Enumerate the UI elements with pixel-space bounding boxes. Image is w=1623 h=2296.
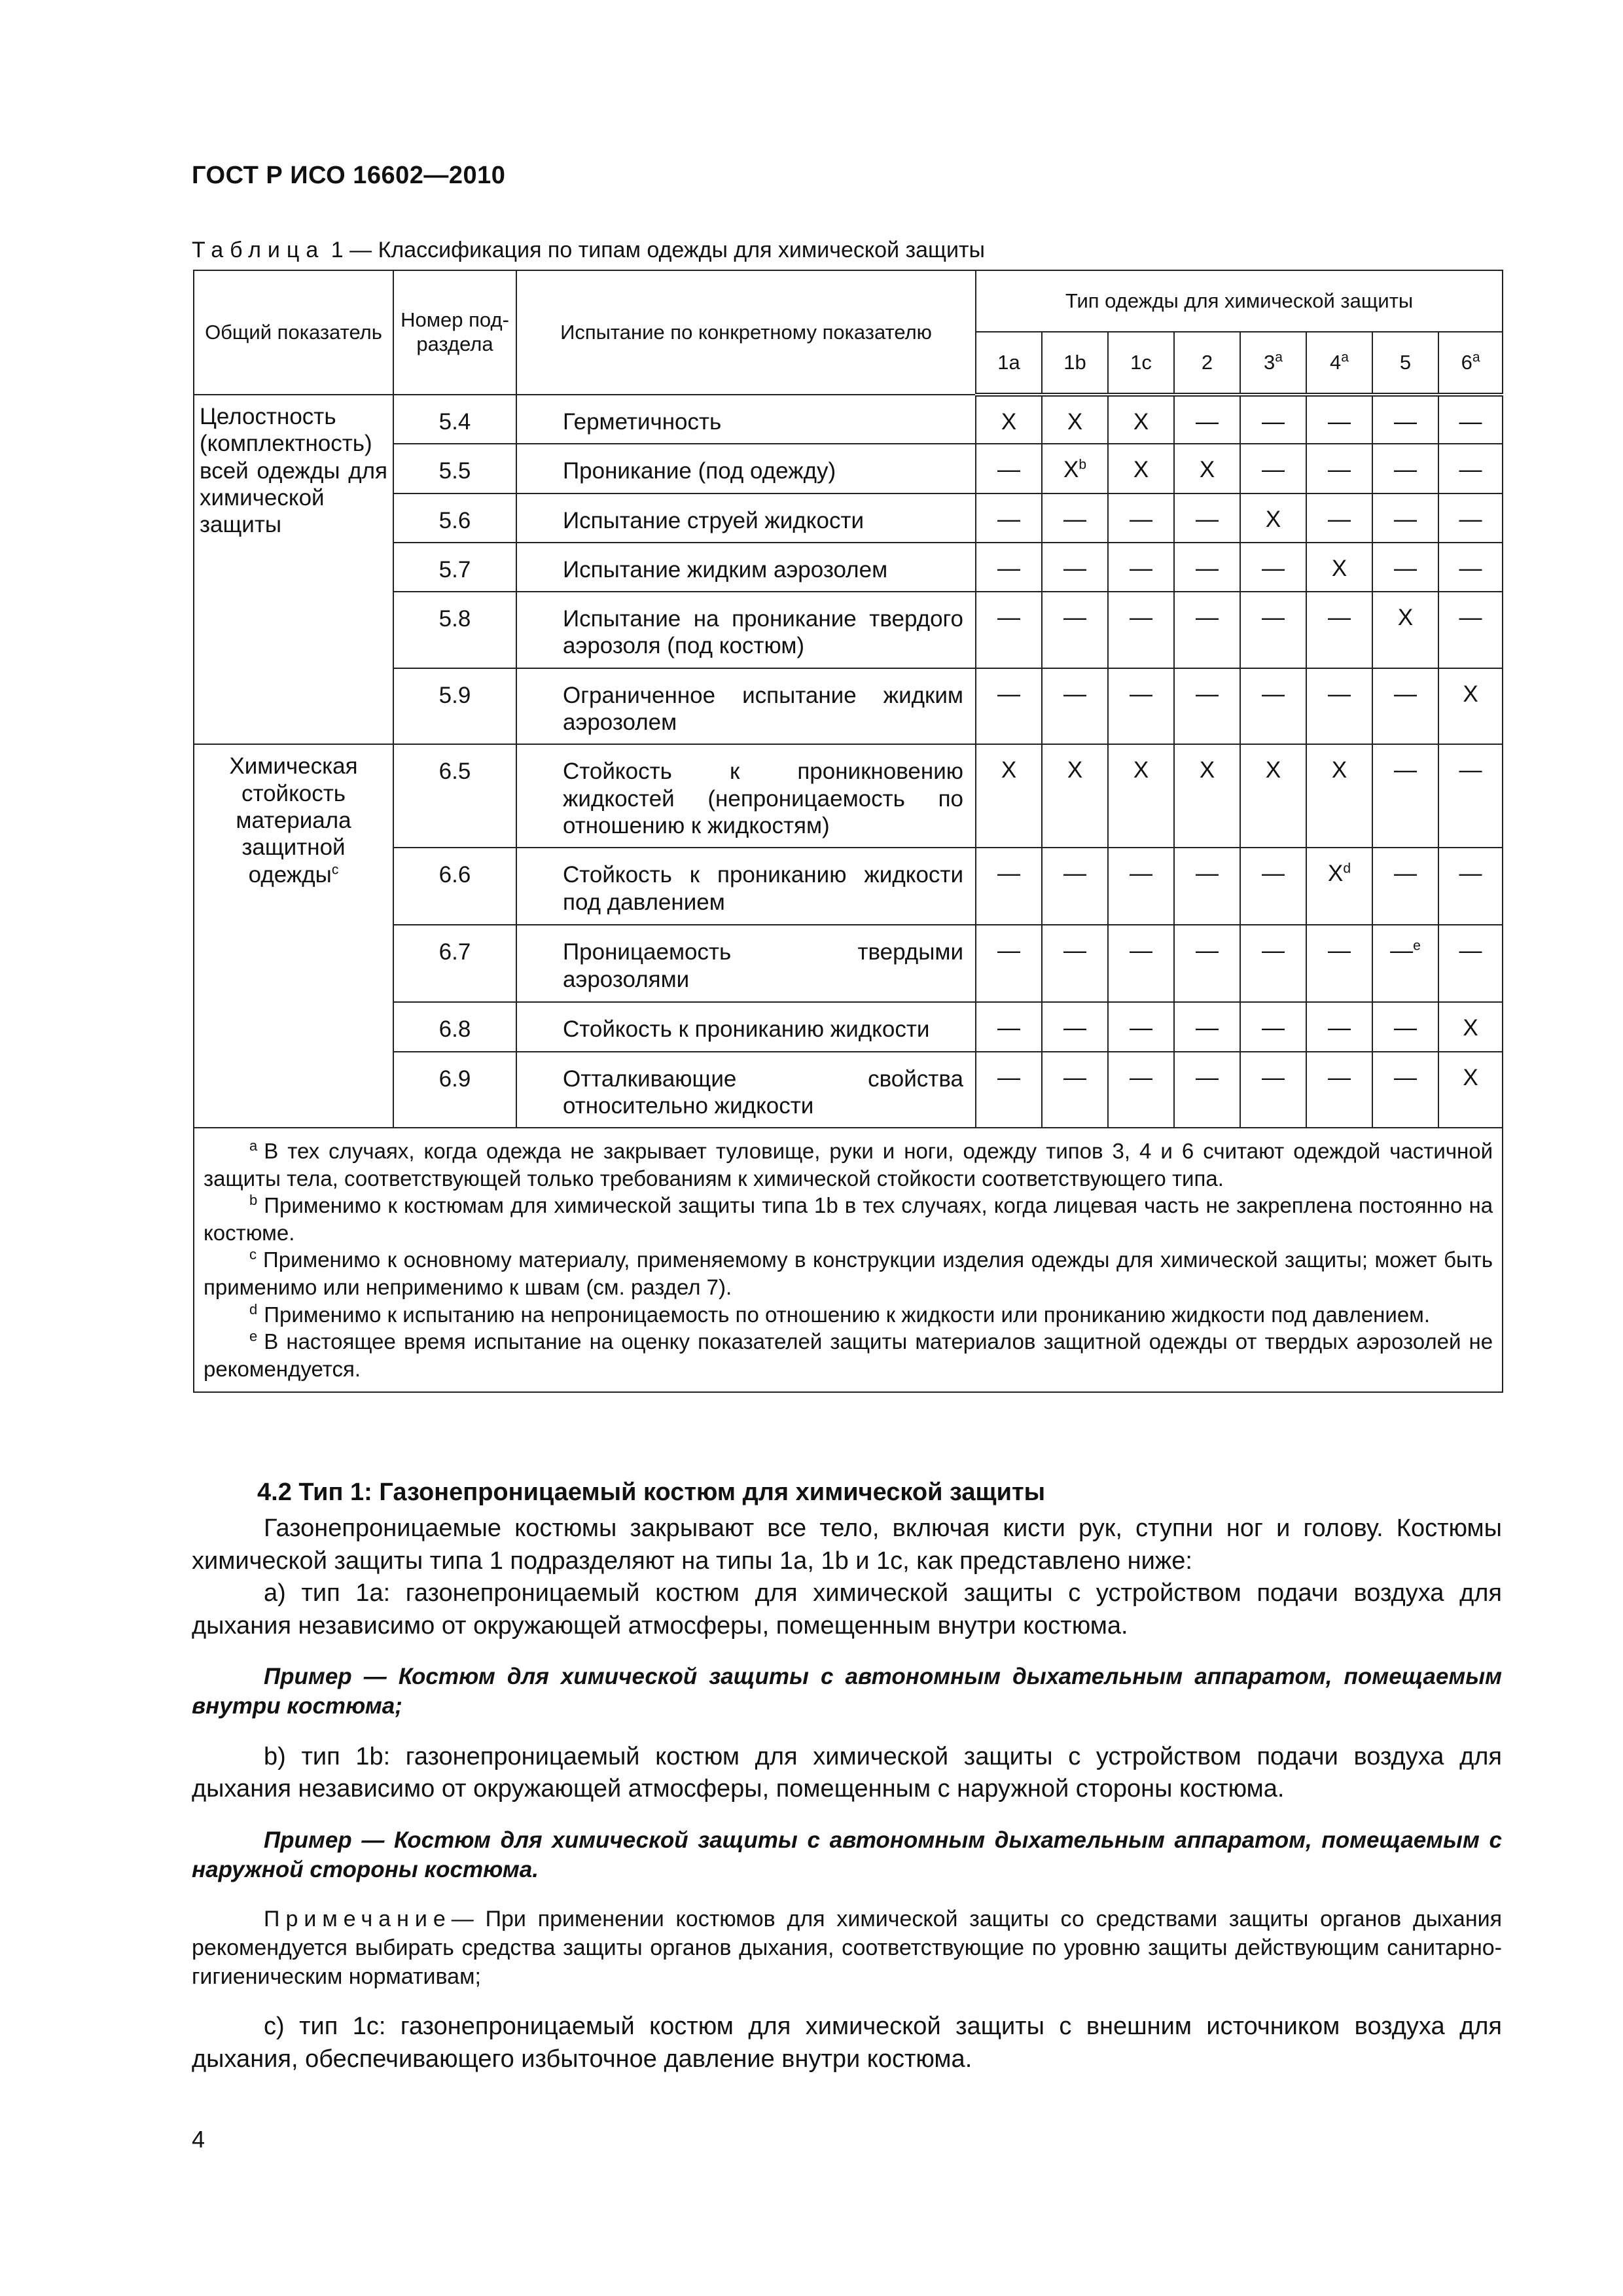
applicable-mark: X	[1199, 757, 1215, 783]
not-applicable-mark: —	[997, 681, 1020, 707]
type-mark-cell	[1042, 744, 1108, 848]
subsection-number: 5.5	[393, 444, 516, 493]
type-mark-cell	[976, 493, 1042, 543]
type-mark-cell	[1438, 592, 1503, 668]
not-applicable-mark: —	[1063, 681, 1086, 707]
group-label: Химическая стойкость материала защитной одежды	[229, 753, 358, 888]
not-applicable-mark: —	[1262, 681, 1285, 707]
footnote	[204, 1192, 1493, 1246]
type-header-3	[1240, 332, 1306, 395]
example-a: Пример — Костюм для химической защиты с автономным дыхательным аппаратом, помещаемым внутри костюма;	[192, 1663, 1502, 1719]
footnote-marker: c	[249, 1246, 257, 1263]
type-mark-cell	[976, 444, 1042, 493]
not-applicable-mark: —	[1459, 757, 1482, 783]
type-mark-cell	[1438, 493, 1503, 543]
applicable-mark: X	[1331, 757, 1347, 783]
type-label: 5	[1399, 350, 1412, 374]
type-mark-cell	[1174, 1052, 1240, 1128]
type-mark-cell	[1042, 1002, 1108, 1051]
type-header-1b	[1042, 332, 1108, 395]
footnote-text: Применимо к основному материалу, применяемому в конструкции изделия одежды для химической защиты; может быть применимо или неприменимо к швам (см. раздел 7).	[204, 1247, 1493, 1300]
subsection-number: 5.7	[393, 543, 516, 592]
type-header-1a	[976, 332, 1042, 395]
type-label: 4	[1330, 350, 1342, 374]
type-mark-cell	[1174, 592, 1240, 668]
footnote-ref: a	[1341, 350, 1349, 365]
not-applicable-mark: —	[1394, 681, 1417, 707]
not-applicable-mark: —	[1459, 457, 1482, 483]
subsection-number: 5.6	[393, 493, 516, 543]
type-mark-cell	[1438, 668, 1503, 745]
not-applicable-mark: —	[997, 605, 1020, 631]
applicable-mark: X	[1199, 457, 1215, 483]
not-applicable-mark: —	[1262, 555, 1285, 581]
type-mark-cell	[1438, 1002, 1503, 1051]
type-mark-cell	[1372, 1052, 1438, 1128]
type-mark-cell	[1174, 925, 1240, 1002]
type-mark-cell	[1108, 668, 1174, 745]
type-label: 1b	[1063, 350, 1086, 374]
footnote	[204, 1138, 1493, 1192]
not-applicable-mark: —	[1459, 605, 1482, 631]
type-mark-cell	[1240, 395, 1306, 444]
test-name: Герметичность	[516, 395, 976, 444]
not-applicable-mark: —	[1262, 457, 1285, 483]
type-mark-cell	[1042, 395, 1108, 444]
not-applicable-mark: —	[1328, 681, 1351, 707]
test-name: Стойкость к прониканию жидкости	[516, 1002, 976, 1051]
not-applicable-mark: —	[1328, 1015, 1351, 1041]
type-mark-cell	[1306, 592, 1372, 668]
footnote-ref: c	[331, 861, 339, 877]
type-label: 6	[1461, 350, 1472, 374]
applicable-mark: X	[1265, 757, 1281, 783]
type-mark-cell	[1042, 1052, 1108, 1128]
classification-table	[193, 270, 1503, 1393]
applicable-mark: X	[1067, 757, 1083, 783]
subsection-number: 6.9	[393, 1052, 516, 1128]
type-mark-cell	[1306, 1052, 1372, 1128]
footnote-text: В настоящее время испытание на оценку показателей защиты материалов защитной одежды от твердых аэрозолей не рекомендуется.	[204, 1329, 1493, 1381]
footnote-ref: a	[1275, 350, 1283, 365]
type-mark-cell	[1372, 592, 1438, 668]
not-applicable-mark: —	[1130, 605, 1152, 631]
footnote-ref: b	[1079, 457, 1087, 473]
subsection-number: 6.5	[393, 744, 516, 848]
type-mark-cell	[1438, 744, 1503, 848]
type-mark-cell	[1306, 744, 1372, 848]
not-applicable-mark: —	[1063, 861, 1086, 887]
type-mark-cell	[976, 848, 1042, 925]
footnote	[204, 1301, 1493, 1329]
table-caption-word: Таблица	[192, 238, 325, 262]
not-applicable-mark: —	[997, 555, 1020, 581]
subsection-number: 6.6	[393, 848, 516, 925]
type-mark-cell	[1042, 925, 1108, 1002]
not-applicable-mark: —	[1390, 938, 1414, 964]
not-applicable-mark: —	[1196, 555, 1219, 581]
type-mark-cell	[1306, 395, 1372, 444]
type-mark-cell	[1108, 543, 1174, 592]
type-header-4	[1306, 332, 1372, 395]
not-applicable-mark: —	[1394, 1064, 1417, 1090]
page-number: 4	[192, 2126, 205, 2153]
not-applicable-mark: —	[1394, 457, 1417, 483]
type-label: 1a	[997, 350, 1020, 374]
type-mark-cell	[1372, 848, 1438, 925]
section-title: 4.2 Тип 1: Газонепроницаемый костюм для химической защиты	[257, 1479, 1046, 1506]
type-mark-cell	[1306, 848, 1372, 925]
footnote	[204, 1246, 1493, 1300]
type-mark-cell	[1108, 1002, 1174, 1051]
test-name: Отталкивающие свойства относительно жидкости	[516, 1052, 976, 1128]
applicable-mark: X	[1063, 457, 1079, 483]
applicable-mark: X	[1133, 409, 1149, 435]
applicable-mark: X	[1463, 1015, 1478, 1041]
type-mark-cell	[1174, 444, 1240, 493]
not-applicable-mark: —	[1394, 757, 1417, 783]
test-name: Испытание на проникание твердого аэрозоля (под костюм)	[516, 592, 976, 668]
type-mark-cell	[1108, 925, 1174, 1002]
document-header: ГОСТ Р ИСО 16602—2010	[192, 162, 506, 189]
applicable-mark: X	[1067, 409, 1083, 435]
not-applicable-mark: —	[1196, 1064, 1219, 1090]
type-mark-cell	[1240, 925, 1306, 1002]
not-applicable-mark: —	[1394, 506, 1417, 532]
not-applicable-mark: —	[1262, 1064, 1285, 1090]
type-mark-cell	[976, 1002, 1042, 1051]
type-mark-cell	[1240, 1052, 1306, 1128]
type-mark-cell	[1108, 493, 1174, 543]
test-name: Стойкость к проникновению жидкостей (непроницаемость по отношению к жидкостям)	[516, 744, 976, 848]
type-mark-cell	[1174, 493, 1240, 543]
type-mark-cell	[1042, 493, 1108, 543]
type-mark-cell	[1042, 543, 1108, 592]
type-mark-cell	[1240, 848, 1306, 925]
subsection-number: 6.7	[393, 925, 516, 1002]
not-applicable-mark: —	[1328, 506, 1351, 532]
group-label: Целостность (комплектность) всей одежды для химической защиты	[200, 404, 387, 538]
table-caption-text: 1 — Классификация по типам одежды для химической защиты	[330, 238, 985, 262]
group-indicator-2	[194, 744, 393, 1128]
type-mark-cell	[1042, 592, 1108, 668]
header-test: Испытание по конкретному показателю	[516, 270, 976, 395]
type-mark-cell	[1174, 395, 1240, 444]
type-mark-cell	[976, 668, 1042, 745]
type-mark-cell	[976, 395, 1042, 444]
applicable-mark: X	[1463, 1064, 1478, 1090]
applicable-mark: X	[1397, 605, 1414, 631]
footnote-ref: a	[1472, 350, 1480, 365]
table-footnotes	[194, 1128, 1503, 1392]
footnote-marker: e	[249, 1328, 258, 1345]
note	[192, 1905, 1502, 1992]
test-name: Испытание жидким аэрозолем	[516, 543, 976, 592]
not-applicable-mark: —	[1196, 938, 1219, 964]
type-mark-cell	[1372, 668, 1438, 745]
type-mark-cell	[1438, 444, 1503, 493]
not-applicable-mark: —	[1196, 681, 1219, 707]
type-mark-cell	[976, 744, 1042, 848]
subsection-number: 5.8	[393, 592, 516, 668]
type-mark-cell	[1174, 744, 1240, 848]
type-mark-cell	[1438, 1052, 1503, 1128]
footnote-text: В тех случаях, когда одежда не закрывает туловище, руки и ноги, одежду типов 3, 4 и 6 считают одеждой частичной защиты тела, соответствующей только требованиям к химической стойкости соответствующего типа.	[204, 1139, 1493, 1191]
test-name: Проницаемость твердыми аэрозолями	[516, 925, 976, 1002]
type-header-6	[1438, 332, 1503, 395]
type-mark-cell	[976, 543, 1042, 592]
type-label: 1c	[1130, 350, 1152, 374]
type-mark-cell	[1108, 444, 1174, 493]
applicable-mark: X	[1463, 681, 1478, 707]
type-mark-cell	[1174, 668, 1240, 745]
type-header-1c	[1108, 332, 1174, 395]
type-mark-cell	[1174, 1002, 1240, 1051]
applicable-mark: X	[1133, 757, 1149, 783]
type-mark-cell	[1240, 744, 1306, 848]
table-caption	[192, 238, 985, 263]
section-4-2	[192, 1477, 1502, 2075]
type-header-2	[1174, 332, 1240, 395]
not-applicable-mark: —	[1394, 1015, 1417, 1041]
type-mark-cell	[1306, 444, 1372, 493]
not-applicable-mark: —	[997, 861, 1020, 887]
type-label: 3	[1264, 350, 1275, 374]
test-name: Ограниченное испытание жидким аэрозолем	[516, 668, 976, 745]
type-mark-cell	[1306, 925, 1372, 1002]
not-applicable-mark: —	[1196, 861, 1219, 887]
subsection-number: 5.4	[393, 395, 516, 444]
type-mark-cell	[1372, 493, 1438, 543]
header-general-indicator: Общий показатель	[194, 270, 393, 395]
footnote	[204, 1328, 1493, 1382]
test-name: Стойкость к прониканию жидкости под давлением	[516, 848, 976, 925]
footnote-marker: d	[249, 1300, 258, 1318]
footnote-marker: b	[249, 1192, 258, 1209]
not-applicable-mark: —	[1328, 409, 1351, 435]
type-mark-cell	[1438, 395, 1503, 444]
applicable-mark: X	[1001, 757, 1017, 783]
type-mark-cell	[976, 592, 1042, 668]
test-name: Испытание струей жидкости	[516, 493, 976, 543]
footnote-text: Применимо к костюмам для химической защиты типа 1b в тех случаях, когда лицевая часть не закреплена постоянно на костюме.	[204, 1193, 1493, 1245]
type-mark-cell	[1438, 848, 1503, 925]
not-applicable-mark: —	[1063, 605, 1086, 631]
item-c: c) тип 1c: газонепроницаемый костюм для химической защиты с внешним источником воздуха для дыхания, обеспечивающего избыточное давление внутри костюма.	[192, 2013, 1502, 2073]
group-indicator-1	[194, 395, 393, 744]
not-applicable-mark: —	[1459, 938, 1482, 964]
type-mark-cell	[1108, 744, 1174, 848]
intro-paragraph: Газонепроницаемые костюмы закрывают все тело, включая кисти рук, ступни ног и голову. Костюмы химической защиты типа 1 подразделяют на типы 1a, 1b и 1c, как представлено ниже:	[192, 1515, 1502, 1575]
not-applicable-mark: —	[997, 938, 1020, 964]
not-applicable-mark: —	[1394, 409, 1417, 435]
type-mark-cell	[1306, 1002, 1372, 1051]
not-applicable-mark: —	[1262, 861, 1285, 887]
type-mark-cell	[1372, 395, 1438, 444]
not-applicable-mark: —	[1130, 681, 1152, 707]
not-applicable-mark: —	[1262, 605, 1285, 631]
footnote-ref: d	[1343, 861, 1351, 876]
table-row	[194, 395, 1503, 444]
type-mark-cell	[1372, 1002, 1438, 1051]
note-label: Примечание	[264, 1906, 452, 1931]
not-applicable-mark: —	[997, 457, 1020, 483]
type-mark-cell	[1240, 444, 1306, 493]
table-row	[194, 744, 1503, 848]
example-b: Пример — Костюм для химической защиты с автономным дыхательным аппаратом, помещаемым с наружной стороны костюма.	[192, 1827, 1502, 1883]
type-mark-cell	[1240, 543, 1306, 592]
type-mark-cell	[1108, 848, 1174, 925]
type-mark-cell	[1042, 848, 1108, 925]
not-applicable-mark: —	[1063, 938, 1086, 964]
subsection-number: 5.9	[393, 668, 516, 745]
type-mark-cell	[976, 1052, 1042, 1128]
not-applicable-mark: —	[1130, 1064, 1152, 1090]
not-applicable-mark: —	[1328, 1064, 1351, 1090]
type-mark-cell	[1372, 925, 1438, 1002]
not-applicable-mark: —	[1459, 506, 1482, 532]
not-applicable-mark: —	[1328, 938, 1351, 964]
not-applicable-mark: —	[1459, 861, 1482, 887]
type-mark-cell	[1174, 543, 1240, 592]
subsection-number: 6.8	[393, 1002, 516, 1051]
footnotes-row	[194, 1128, 1503, 1392]
note-text: — При применении костюмов для химической защиты со средствами защиты органов дыхания рекомендуется выбирать средства защиты органов дыхания, соответствующие по уровню защиты действующим санитарно-гигиеническим нормативам;	[192, 1906, 1502, 1990]
not-applicable-mark: —	[1130, 938, 1152, 964]
not-applicable-mark: —	[1459, 555, 1482, 581]
type-mark-cell	[1372, 543, 1438, 592]
type-mark-cell	[976, 925, 1042, 1002]
not-applicable-mark: —	[1130, 1015, 1152, 1041]
type-mark-cell	[1372, 444, 1438, 493]
not-applicable-mark: —	[1063, 1064, 1086, 1090]
type-mark-cell	[1306, 543, 1372, 592]
applicable-mark: X	[1327, 861, 1344, 887]
type-mark-cell	[1240, 592, 1306, 668]
not-applicable-mark: —	[997, 506, 1020, 532]
type-mark-cell	[1108, 592, 1174, 668]
not-applicable-mark: —	[1262, 409, 1285, 435]
type-mark-cell	[1042, 444, 1108, 493]
item-a: a) тип 1a: газонепроницаемый костюм для химической защиты с устройством подачи воздуха для дыхания независимо от окружающей атмосферы, помещенным внутри костюма.	[192, 1579, 1502, 1640]
applicable-mark: X	[1265, 506, 1281, 532]
type-mark-cell	[1108, 1052, 1174, 1128]
type-mark-cell	[1372, 744, 1438, 848]
header-subsection-number: Номер под-раздела	[393, 270, 516, 395]
not-applicable-mark: —	[997, 1064, 1020, 1090]
not-applicable-mark: —	[1130, 506, 1152, 532]
type-mark-cell	[1306, 668, 1372, 745]
applicable-mark: X	[1001, 409, 1017, 435]
type-mark-cell	[1240, 668, 1306, 745]
not-applicable-mark: —	[1394, 861, 1417, 887]
type-mark-cell	[1174, 848, 1240, 925]
not-applicable-mark: —	[1328, 605, 1351, 631]
type-header-5	[1372, 332, 1438, 395]
not-applicable-mark: —	[1262, 938, 1285, 964]
test-name: Проникание (под одежду)	[516, 444, 976, 493]
applicable-mark: X	[1331, 555, 1347, 581]
not-applicable-mark: —	[1459, 409, 1482, 435]
type-mark-cell	[1240, 493, 1306, 543]
not-applicable-mark: —	[1394, 555, 1417, 581]
type-mark-cell	[1438, 925, 1503, 1002]
not-applicable-mark: —	[1130, 555, 1152, 581]
header-clothing-type: Тип одежды для химической защиты	[976, 270, 1503, 332]
not-applicable-mark: —	[1063, 1015, 1086, 1041]
type-label: 2	[1201, 350, 1213, 374]
footnote-text: Применимо к испытанию на непроницаемость по отношению к жидкости или прониканию жидкости под давлением.	[264, 1302, 1431, 1327]
type-mark-cell	[1306, 493, 1372, 543]
not-applicable-mark: —	[1063, 555, 1086, 581]
not-applicable-mark: —	[1262, 1015, 1285, 1041]
not-applicable-mark: —	[1328, 457, 1351, 483]
not-applicable-mark: —	[1196, 1015, 1219, 1041]
not-applicable-mark: —	[1130, 861, 1152, 887]
type-mark-cell	[1108, 395, 1174, 444]
not-applicable-mark: —	[1063, 506, 1086, 532]
not-applicable-mark: —	[997, 1015, 1020, 1041]
not-applicable-mark: —	[1196, 506, 1219, 532]
type-mark-cell	[1240, 1002, 1306, 1051]
type-mark-cell	[1042, 668, 1108, 745]
item-b: b) тип 1b: газонепроницаемый костюм для химической защиты с устройством подачи воздуха для дыхания независимо от окружающей атмосферы, помещенным с наружной стороны костюма.	[192, 1742, 1502, 1803]
applicable-mark: X	[1133, 457, 1149, 483]
type-mark-cell	[1438, 543, 1503, 592]
footnote-marker: a	[249, 1138, 258, 1155]
footnote-ref: e	[1413, 938, 1421, 954]
not-applicable-mark: —	[1196, 605, 1219, 631]
not-applicable-mark: —	[1196, 409, 1219, 435]
